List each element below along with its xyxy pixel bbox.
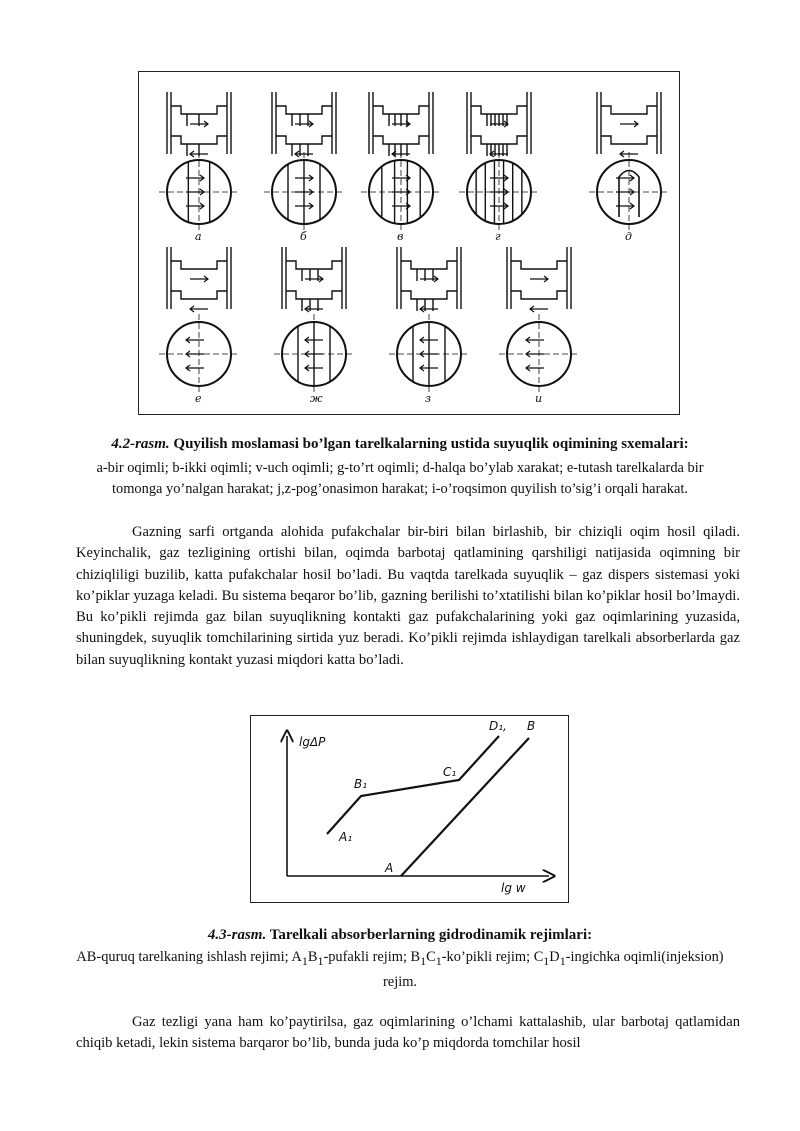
caption-4-3-heading: Tarelkali absorberlarning gidrodinamik rejimlari: bbox=[269, 927, 593, 943]
figure-4-3 bbox=[250, 715, 569, 903]
tray-column-sketch bbox=[167, 92, 231, 157]
point-label-b: B bbox=[527, 719, 536, 733]
point-label-d1: D₁, bbox=[489, 719, 507, 733]
tray-plan-view bbox=[499, 314, 579, 394]
tray-flow-schemes bbox=[139, 72, 681, 416]
panel-label: з bbox=[425, 392, 431, 405]
line-a-b bbox=[401, 738, 529, 876]
panel-label: д bbox=[625, 230, 632, 243]
panel-label: и bbox=[535, 392, 543, 405]
point-label-a: A bbox=[385, 861, 394, 875]
caption-4-2-number: 4.2-rasm. bbox=[111, 436, 170, 452]
tray-column-sketch bbox=[272, 92, 336, 157]
panel-label: е bbox=[195, 392, 202, 405]
tray-plan-view bbox=[159, 314, 239, 394]
hydrodynamic-regimes-chart bbox=[251, 716, 570, 904]
tray-plan-view bbox=[589, 152, 669, 232]
tray-column-sketch bbox=[597, 92, 661, 157]
panel-label: г bbox=[495, 230, 501, 243]
tray-plan-view bbox=[389, 314, 469, 394]
tray-plan-view bbox=[459, 152, 539, 232]
tray-plan-view bbox=[274, 314, 354, 394]
curve-a1-b1-c1-d1 bbox=[327, 736, 499, 834]
point-label-a1: A₁ bbox=[339, 830, 353, 844]
tray-column-sketch bbox=[282, 247, 346, 312]
figure-4-2 bbox=[138, 71, 680, 415]
caption-4-2-heading: Quyilish moslamasi bo’lgan tarelkalarning ustida suyuqlik oqimining sxemalari: bbox=[173, 436, 689, 452]
tray-column-sketch bbox=[467, 92, 531, 157]
caption-4-2-body: a-bir oqimli; b-ikki oqimli; v-uch oqimli; g-to’rt oqimli; d-halqa bo’ylab xarakat; e-tutash tarelkalarda bir tomonga yo’nalgan harakat; j,z-pog’onasimon harakat; i-o’roqsimon quyilish to’sig’i orqali harakat. bbox=[96, 460, 704, 497]
point-label-c1: C₁ bbox=[443, 765, 457, 779]
x-axis-label: lg w bbox=[501, 881, 526, 895]
tray-column-sketch bbox=[397, 247, 461, 312]
tray-plan-view bbox=[361, 152, 441, 232]
tray-plan-view bbox=[264, 152, 344, 232]
tray-column-sketch bbox=[167, 247, 231, 312]
caption-4-3-number: 4.3-rasm. bbox=[207, 927, 267, 943]
y-axis-label: lgΔP bbox=[299, 735, 326, 749]
caption-4-3-title bbox=[60, 927, 740, 944]
tray-plan-view bbox=[159, 152, 239, 232]
panel-label: б bbox=[300, 230, 307, 243]
caption-4-3-body: AB-quruq tarelkaning ishlash rejimi; $A_1B_1$-pufakli rejim; $B_1C_1-ko’pikli$ rejim; $C_1D_1$-ingichka oqimli(injeksion) rejim. bbox=[76, 949, 724, 990]
panel-label: а bbox=[195, 230, 202, 243]
paragraph-2: Gaz tezligi yana ham ko’paytirilsa, gaz oqimlarining o’lchami kattalashib, ular barbotaj qatlamidan chiqib ketadi, lekin sistema barqaror bo’lib, bunda juda ko’p miqdorda tomchilar hosil bbox=[76, 1014, 740, 1052]
point-label-b1: B₁ bbox=[354, 777, 368, 791]
paragraph-1: Gazning sarfi ortganda alohida pufakchalar bir-biri bilan birlashib, bir chiziqli oqim hosil qiladi. Keyinchalik, gaz tezligining ortishi bilan, oqimda barbotaj qatlamining qarshiligi natijasida oqimning bir chiziqliligi buzilib, katta pufakchalar hosil bo’ladi. Bu vaqtda tarelkada suyuqlik – gaz dispers sistemasi yoki ko’piklar yuzaga keladi. Bu sistema beqaror bo’lib, gazning berilishi to’xtatilishi bilan ko’piklar hosil bo’lmaydi. Bu ko’pikli rejimda gaz bilan suyuqlikning kontakti gaz pufakchalarining yoki gaz oqimlarining yuzasida, shuningdek, suyuqlik tomchilarining sirtida yuz beradi. Ko’pikli rejimda ishlaydigan tarelkali absorberlarda gaz bilan suyuqlikning kontakt yuzasi miqdori katta bo’ladi. bbox=[76, 524, 740, 668]
panel-label: ж bbox=[310, 392, 323, 405]
tray-column-sketch bbox=[369, 92, 433, 157]
tray-column-sketch bbox=[507, 247, 571, 312]
caption-4-2-title bbox=[60, 436, 740, 453]
panel-label: в bbox=[397, 230, 404, 243]
